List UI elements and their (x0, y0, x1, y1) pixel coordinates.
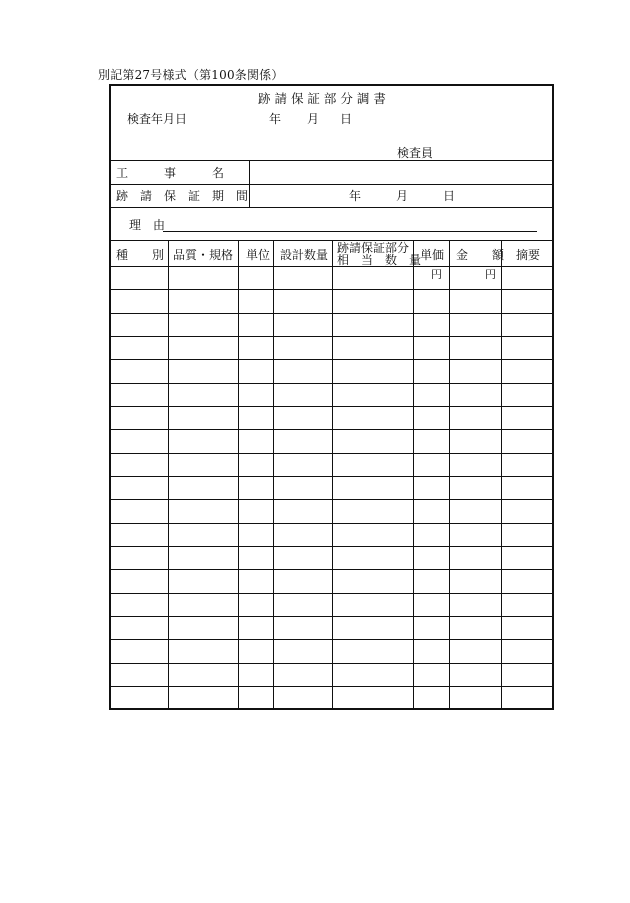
header-amount: 金 額 (456, 248, 505, 262)
table-row (111, 359, 552, 360)
table-row (111, 569, 552, 570)
header-design-qty: 設計数量 (280, 248, 329, 262)
divider-header (111, 160, 552, 161)
header-unit-price: 単価 (420, 248, 445, 262)
divider-work-name (111, 184, 552, 185)
table-row (111, 546, 552, 547)
form-caption: 別記第27号様式（第100条関係） (98, 68, 284, 82)
table-row (111, 616, 552, 617)
inspection-date-label: 検査年月日 (127, 112, 188, 126)
header-remarks: 摘要 (516, 248, 541, 262)
yen-amount: 円 (485, 268, 496, 281)
inspector-label: 検査員 (397, 146, 434, 160)
table-row (111, 289, 552, 290)
guarantee-period-label: 跡 請 保 証 期 間 (116, 189, 249, 203)
period-day: 日 (443, 189, 456, 203)
work-name-label: 工 事 名 (116, 166, 225, 180)
table-row (111, 313, 552, 314)
table-row (111, 453, 552, 454)
table-row (111, 663, 552, 664)
header-kind: 種 別 (116, 248, 165, 262)
divider-period (111, 207, 552, 208)
table-row (111, 593, 552, 594)
form-title: 跡 請 保 証 部 分 調 書 (258, 91, 386, 106)
header-equiv-qty-2: 相 当 数 量 (337, 253, 422, 267)
table-row (111, 383, 552, 384)
table-row (111, 406, 552, 407)
reason-underline (163, 231, 537, 232)
period-year: 年 (349, 189, 362, 203)
inspection-date-month: 月 (307, 112, 320, 126)
table-row (111, 639, 552, 640)
table-row (111, 499, 552, 500)
table-row (111, 429, 552, 430)
header-quality: 品質・規格 (173, 248, 234, 262)
reason-label: 理 由 (129, 218, 166, 232)
header-equiv-qty-1: 跡請保証部分 (337, 241, 410, 255)
table-row (111, 476, 552, 477)
table-row (111, 336, 552, 337)
inspection-date-year: 年 (269, 112, 282, 126)
yen-unit-price: 円 (431, 268, 442, 281)
label-divider-1 (249, 160, 250, 207)
period-month: 月 (396, 189, 409, 203)
header-unit: 単位 (246, 248, 271, 262)
inspection-date-day: 日 (340, 112, 353, 126)
table-row (111, 686, 552, 687)
table-row (111, 523, 552, 524)
guarantee-form (109, 84, 554, 710)
